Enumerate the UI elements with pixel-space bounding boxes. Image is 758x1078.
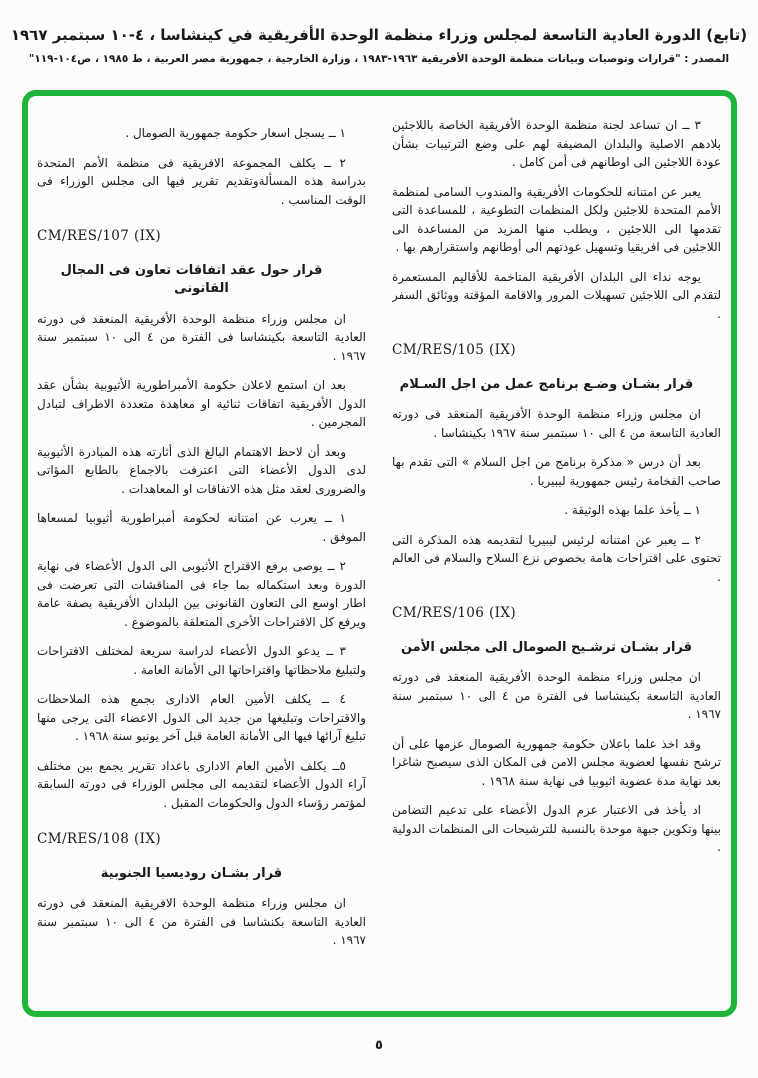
resolution-paragraph: بعد أن درس « مذكرة برنامج من اجل السلام » التى تقدم بها صاحب الفخامة رئيس جمهورية ليبيريا . xyxy=(392,455,721,488)
page-number: ٥ xyxy=(375,1038,383,1053)
resolution-paragraph: ٣ ــ ان تساعد لجنة منظمة الوحدة الأفريقية الخاصة باللاجئين بلادهم الاصلية والبلدان المضيفة لهم على وضع الترتيبات بشأن عودة اللاجئين الى اوطانهم فى أمن كامل . xyxy=(392,118,721,169)
resolution-title-105: قرار بشـان وضـع برنامج عمل من اجل السـلام xyxy=(399,376,694,392)
resolution-paragraph: ان مجلس وزراء منظمة الوحدة الأفريقية المنعقد فى دورته العادية التاسعة بكينشاسا فى الفترة من ٤ الى ١٠ سبتمبر سنة ١٩٦٧ . xyxy=(392,670,721,721)
source-citation: المصدر : "قرارات وتوصيات وبيانات منظمة الوحدة الأفريقية ١٩٦٣-١٩٨٣ ، وزارة الخارجية ، جمهورية مصر العربية ، ط ١٩٨٥ ، ص١٠٤-١١٩" xyxy=(28,53,730,65)
resolution-paragraph: بعد ان استمع لاعلان حكومة الأمبراطورية الأثيوبية بشأن عقد الدول الأفريقية اتفاقات ثنائية او معاهدة متعددة الاطراف لتبادل المجرمين . xyxy=(37,378,366,429)
resolution-paragraph: ٢ ــ يكلف المجموعة الافريقية فى منظمة الأمم المتحدة بدراسة هذه المسألةوتقديم تقرير فيها الى مجلس الوزراء فى الوقت المناسب . xyxy=(37,155,366,207)
resolution-code-cm-res-106: CM/RES/106 (IX) xyxy=(392,605,517,621)
resolution-paragraph: ١ ــ يعرب عن امتنانه لحكومة أمبراطورية أثيوبيا لمسعاها الموفق . xyxy=(37,511,366,544)
resolution-paragraph: ٣ ــ يدعو الدول الأعضاء لدراسة سريعة لمختلف الاقتراحات ولتبليغ ملاحظاتها واقتراحاتها الى الأمانة العامة . xyxy=(37,644,366,677)
resolution-paragraph: ان مجلس وزراء منظمة الوحدة الأفريقية المنعقد فى دورته العادية التاسعة من ٤ الى ١٠ سبتمبر سنة ١٩٦٧ بكينشاسا . xyxy=(392,407,721,440)
resolution-code-cm-res-108: CM/RES/108 (IX) xyxy=(37,831,162,847)
resolution-paragraph: ١ ــ يسجل اسعار حكومة جمهورية الصومال . xyxy=(125,126,346,140)
resolution-title-107: قرار حول عقد اتفاقات تعاون فى المجال القانونى xyxy=(60,262,323,296)
resolution-paragraph: ان مجلس وزراء منظمة الوحدة الافريقية المنعقد فى دورته العادية التاسعة بكنشاسا فى الفترة من ٤ الى ١٠ سبتمبر سنة ١٩٦٧ . xyxy=(37,896,366,947)
resolution-paragraph: يعبر عن امتنانه للحكومات الأفريقية والمندوب السامى لمنظمة الأمم المتحدة للاجئين ولكل المنظمات التطوعية ، للمساعدة التى تقدمها الى اللاجئين ، ويطلب منها المزيد من المساعدة الى اللاجئين فى افريقيا وتسهيل عودتهم الى أوطانهم واستقرارهم بها . xyxy=(392,184,721,254)
green-border-frame xyxy=(22,90,737,1017)
left-column xyxy=(37,116,366,1005)
page-header xyxy=(0,26,758,65)
resolution-title-108: قرار بشـان روديسيا الجنوبية xyxy=(100,865,283,881)
resolution-paragraph: ١ ــ يأخذ علما بهذه الوثيقة . xyxy=(564,503,701,517)
session-title: (تابع) الدورة العادية التاسعة لمجلس وزراء منظمة الوحدة الأفريقية في كينشاسا ، ٤-١٠ سبتمبر ١٩٦٧ xyxy=(10,26,748,44)
resolution-paragraph: ٥ــ يكلف الأمين العام الادارى باعداد تقرير يجمع بين مختلف آراء الدول الأعضاء لتقديمه الى مجلس الوزراء فى دورته السابقة لمؤتمر رؤساء الدول والحكومات المقبل . xyxy=(37,758,366,810)
resolution-paragraph: اد يأخذ فى الاعتبار عزم الدول الأعضاء على تدعيم التضامن بينها وتكوين جبهة موحدة بالنسبة للترشيحات الى المنظمات الدولية . xyxy=(392,803,721,854)
resolution-paragraph: وبعد أن لاحظ الاهتمام البالغ الذى أثارته هذه المبادرة الأثيوبية لدى الدول الأعضاء التى اعترفت بالاجماع بالطابع المؤاتى والضرورى لعقد مثل هذه الاتفاقات او المعاهدات . xyxy=(37,444,366,496)
resolution-paragraph: ان مجلس وزراء منظمة الوحدة الأفريقية المنعقد فى دورته العادية التاسعة بكينشاسا فى الفترة من ٤ الى ١٠ سبتمبر سنة ١٩٦٧ . xyxy=(37,311,366,363)
resolution-paragraph: وقد اخذ علما باعلان حكومة جمهورية الصومال عزمها على أن ترشح نفسها لعضوية مجلس الامن فى المكان الذى سيصبح شاغرا بعد نهاية مدة عضوية اثيوبيا فى نهاية سنة ١٩٦٨ . xyxy=(392,736,721,788)
right-column xyxy=(392,116,721,1005)
resolution-title-106: قرار بشـان ترشـيح الصومال الى مجلس الأمن xyxy=(400,639,693,655)
resolution-paragraph: ٢ ــ يعبر عن امتنانه لرئيس ليبيريا لتقديمه هذه المذكرة التى تحتوى على اقتراحات هامة بخصوص نزع السلاح والسلام فى العالم . xyxy=(392,532,721,584)
resolution-code-cm-res-105: CM/RES/105 (IX) xyxy=(392,342,517,358)
resolution-code-cm-res-107: CM/RES/107 (IX) xyxy=(37,228,162,244)
resolution-paragraph: ٢ ــ يوصى برفع الاقتراح الأثيوبى الى الدول الأعضاء فى نهاية الدورة وبعد استكماله بما جاء فى المناقشات التى تعرضت فى اطار اوسع الى التعاون القانونى بين البلدان الأفريقية بصفة عامة ويرفع كل الاقتراحات الأخرى المتعلقة بالموضوع . xyxy=(37,559,366,629)
two-column-layout xyxy=(28,96,731,1011)
resolution-paragraph: يوجه نداء الى البلدان الأفريقية المتاخمة للأقاليم المستعمرة لتقدم الى اللاجئين تسهيلات المرور والاقامة المؤقتة ووثائق السفر . xyxy=(392,269,721,321)
resolution-paragraph: ٤ ــ يكلف الأمين العام الادارى بجمع هذه الملاحظات والاقتراحات وتبليغها من جديد الى الدول الاعضاء التى يرجى منها تبليغ آرائها فيها الى الأمانة العامة قبل آخر يونيو سنة ١٩٦٨ . xyxy=(37,692,366,743)
